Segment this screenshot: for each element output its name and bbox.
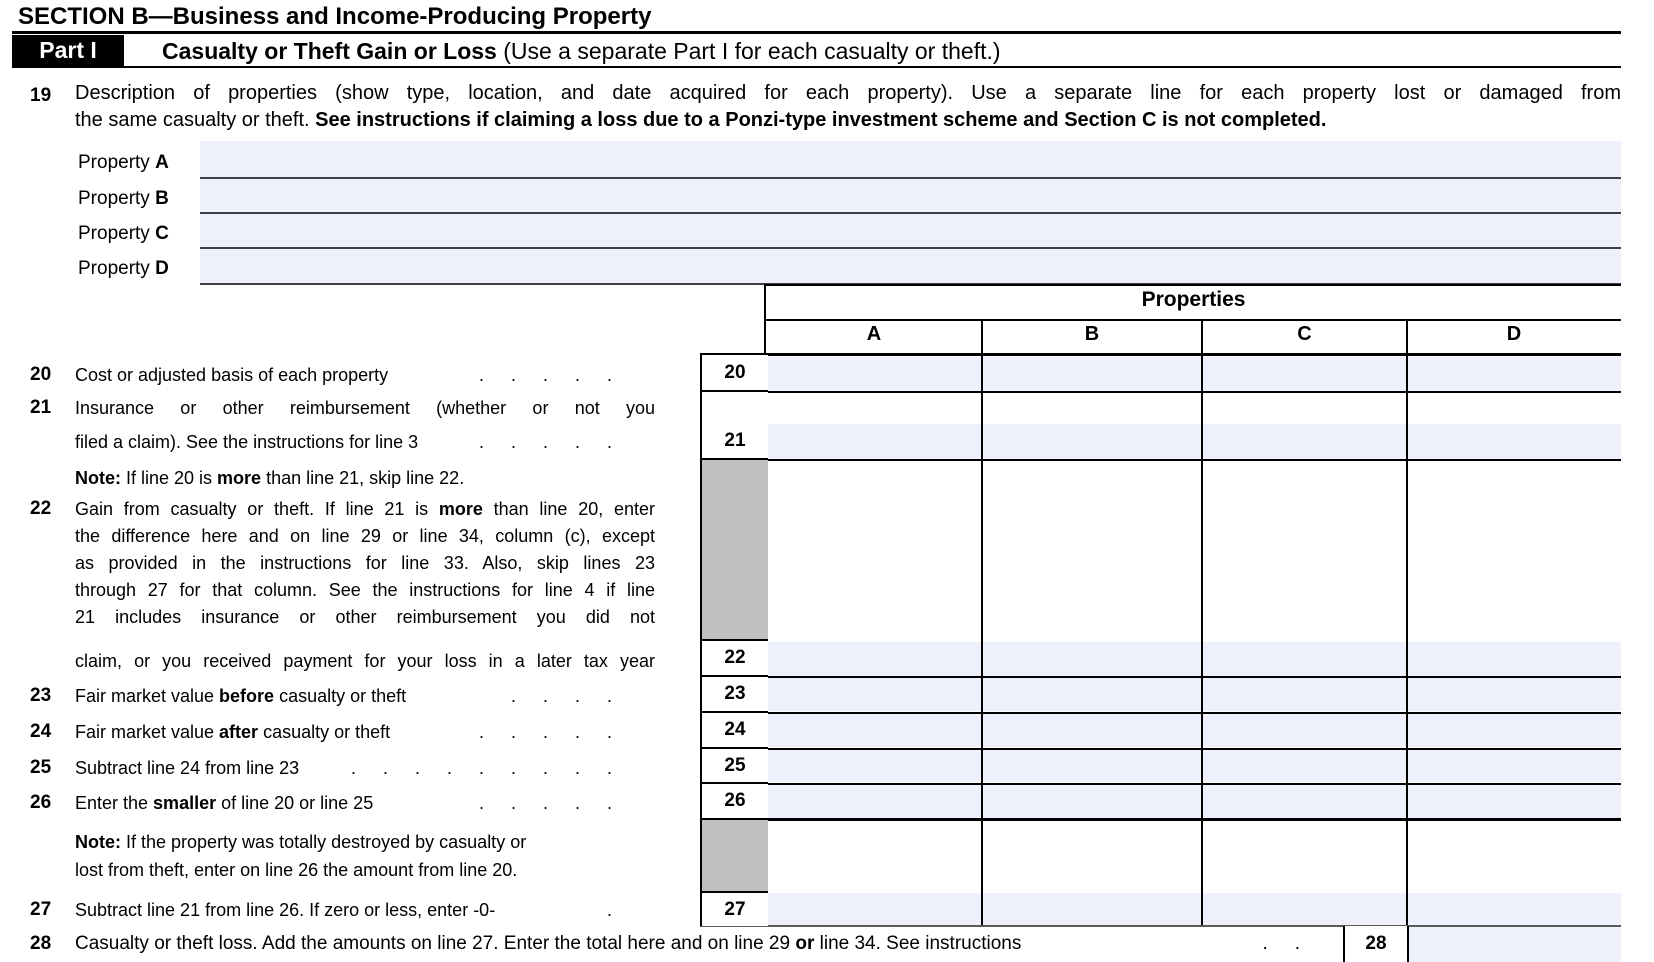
note-line26-1: Note: If the property was totally destroyed by casualty or	[75, 832, 527, 852]
dot-leader: .....	[478, 722, 639, 742]
line25-text: Subtract line 24 from line 23 .........	[75, 758, 639, 778]
line19-text-2: the same casualty or theft. See instructions if claiming a loss due to a Ponzi-type investment scheme and Section C is not completed.	[75, 109, 1327, 131]
line22-box: 22	[702, 641, 768, 677]
line-number-column	[700, 355, 768, 926]
cell-line25-col-d[interactable]	[1408, 750, 1621, 782]
line27-box: 27	[702, 893, 768, 926]
cell-line26-col-c[interactable]	[1203, 785, 1406, 818]
property-d-input[interactable]	[200, 249, 1621, 285]
line26-box: 26	[702, 784, 768, 820]
dot-leader: .	[606, 900, 639, 920]
part-i-tab: Part I	[12, 35, 124, 66]
line26-number: 26	[30, 792, 52, 813]
note-line22: Note: If line 20 is more than line 21, skip line 22.	[75, 468, 465, 488]
cell-line26-col-a[interactable]	[766, 785, 981, 818]
divider	[700, 459, 1621, 461]
cell-line22-col-a[interactable]	[766, 642, 981, 676]
divider	[700, 391, 1621, 393]
cell-line28-total[interactable]	[1409, 927, 1621, 962]
cell-line24-col-c[interactable]	[1203, 714, 1406, 747]
cell-line24-col-a[interactable]	[766, 714, 981, 747]
line26-text: Enter the smaller of line 20 or line 25 .....	[75, 793, 639, 813]
line25-number: 25	[30, 757, 52, 778]
cell-line22-col-d[interactable]	[1408, 642, 1621, 676]
cell-line23-col-a[interactable]	[766, 678, 981, 711]
line23-box: 23	[702, 677, 768, 713]
cell-line27-col-d[interactable]	[1408, 893, 1621, 925]
line21-box: 21	[702, 392, 768, 460]
line22-number: 22	[30, 498, 52, 519]
column-header-a: A	[866, 323, 882, 345]
dot-leader: .....	[478, 365, 639, 385]
line22-text-1: Gain from casualty or theft. If line 21 is more than line 20, enter	[75, 499, 655, 519]
property-b-label: Property B	[78, 188, 169, 209]
divider	[700, 712, 1621, 714]
line19-text-1: Description of properties (show type, location, and date acquired for each property). Use a separate line for each property lost or damaged from	[75, 82, 1621, 104]
dot-leader: .........	[350, 758, 639, 778]
line20-number: 20	[30, 364, 52, 385]
line25-box: 25	[702, 749, 768, 784]
line20-text: Cost or adjusted basis of each property .....	[75, 365, 639, 385]
divider	[12, 66, 1621, 68]
cell-line20-col-d[interactable]	[1408, 357, 1621, 391]
cell-line21-col-c[interactable]	[1203, 424, 1406, 459]
divider	[700, 353, 1621, 356]
shaded-cell	[702, 820, 768, 893]
divider	[981, 319, 983, 926]
line22-text-5: 21 includes insurance or other reimbursement you did not	[75, 607, 655, 627]
divider	[700, 783, 1621, 785]
part-i-title	[162, 38, 1001, 65]
cell-line20-col-a[interactable]	[766, 357, 981, 391]
line22-text-3: as provided in the instructions for line 33. Also, skip lines 23	[75, 553, 655, 573]
column-header-d: D	[1506, 323, 1522, 345]
property-d-label: Property D	[78, 258, 169, 279]
dot-leader: ..	[1262, 933, 1327, 954]
line28-text: Casualty or theft loss. Add the amounts on line 27. Enter the total here and on line 29 or line 34. See instructions ..	[75, 933, 1327, 954]
cell-line22-col-b[interactable]	[983, 642, 1201, 676]
dot-leader: ....	[510, 686, 639, 706]
line27-text: Subtract line 21 from line 26. If zero or less, enter -0- .	[75, 900, 639, 920]
divider	[765, 284, 1621, 286]
line24-text: Fair market value after casualty or theft .....	[75, 722, 639, 742]
divider	[1406, 319, 1408, 926]
divider	[700, 676, 1621, 678]
cell-line25-col-a[interactable]	[766, 750, 981, 782]
cell-line21-col-d[interactable]	[1408, 424, 1621, 459]
cell-line24-col-d[interactable]	[1408, 714, 1621, 747]
shaded-cell	[702, 460, 768, 641]
property-b-input[interactable]	[200, 179, 1621, 214]
cell-line25-col-c[interactable]	[1203, 750, 1406, 782]
cell-line26-col-d[interactable]	[1408, 785, 1621, 818]
line27-number: 27	[30, 899, 52, 920]
cell-line20-col-c[interactable]	[1203, 357, 1406, 391]
cell-line23-col-d[interactable]	[1408, 678, 1621, 711]
column-header-c: C	[1297, 323, 1312, 345]
cell-line23-col-c[interactable]	[1203, 678, 1406, 711]
line22-text-6: claim, or you received payment for your loss in a later tax year	[75, 651, 655, 671]
line24-box: 24	[702, 713, 768, 749]
line20-box: 20	[702, 355, 768, 392]
cell-line21-col-a[interactable]	[766, 424, 981, 459]
part-i-title-bold: Casualty or Theft Gain or Loss	[162, 38, 497, 64]
cell-line26-col-b[interactable]	[983, 785, 1201, 818]
property-c-label: Property C	[78, 223, 169, 244]
note-line26-2: lost from theft, enter on line 26 the amount from line 20.	[75, 860, 518, 880]
cell-line24-col-b[interactable]	[983, 714, 1201, 747]
cell-line23-col-b[interactable]	[983, 678, 1201, 711]
cell-line27-col-c[interactable]	[1203, 893, 1406, 925]
cell-line25-col-b[interactable]	[983, 750, 1201, 782]
line28-box: 28	[1343, 926, 1409, 962]
divider	[12, 31, 1621, 34]
line28-number: 28	[30, 933, 52, 954]
property-a-input[interactable]	[200, 141, 1621, 179]
line23-text: Fair market value before casualty or theft ....	[75, 686, 639, 706]
divider	[765, 319, 1621, 321]
line21-number: 21	[30, 397, 52, 418]
line22-text-4: through 27 for that column. See the instructions for line 4 if line	[75, 580, 655, 600]
properties-header: Properties	[1141, 288, 1246, 311]
line23-number: 23	[30, 685, 52, 706]
line22-text-2: the difference here and on line 29 or line 34, column (c), except	[75, 526, 655, 546]
section-b-title: SECTION B—Business and Income-Producing Property	[18, 3, 652, 30]
property-a-label: Property A	[78, 152, 169, 173]
cell-line20-col-b[interactable]	[983, 357, 1201, 391]
property-c-input[interactable]	[200, 214, 1621, 249]
line21-text-2: filed a claim). See the instructions for line 3 .....	[75, 432, 639, 452]
divider	[700, 748, 1621, 750]
line21-text-1: Insurance or other reimbursement (whether or not you	[75, 398, 655, 418]
divider	[700, 818, 1621, 821]
line19-number: 19	[30, 85, 52, 106]
cell-line27-col-b[interactable]	[983, 893, 1201, 925]
part-i-title-paren: (Use a separate Part I for each casualty or theft.)	[496, 38, 1001, 64]
dot-leader: .....	[478, 793, 639, 813]
dot-leader: .....	[478, 432, 639, 452]
column-header-b: B	[1084, 323, 1100, 345]
divider	[700, 925, 1621, 927]
cell-line27-col-a[interactable]	[766, 893, 981, 925]
divider	[1201, 319, 1203, 926]
cell-line22-col-c[interactable]	[1203, 642, 1406, 676]
cell-line21-col-b[interactable]	[983, 424, 1201, 459]
line24-number: 24	[30, 721, 52, 742]
